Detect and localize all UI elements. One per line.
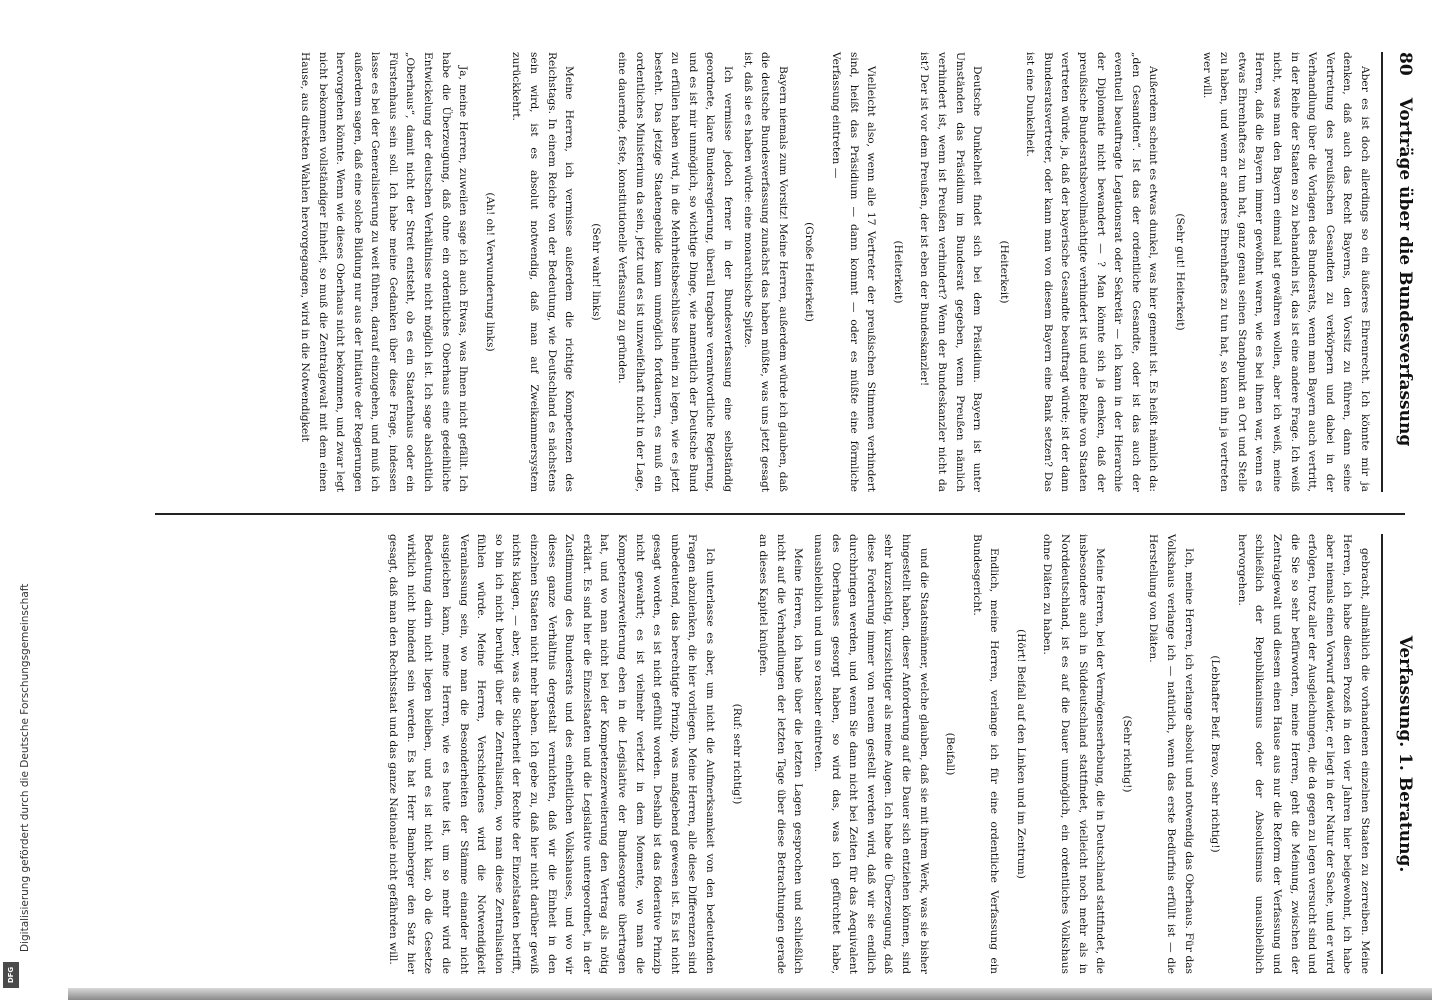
body-paragraph: Deutsche Dunkelheit findet sich bei dem Präsidium. Bayern ist unter Umständen das Präsidium im Bundesrat gegeben, wenn Preußen nämlich verhindert ist, wenn ist Preußen verhindert? Wenn der Bundeskanzler nicht da ist? Der ist vor dem Preußen, der ist eben der Bundeskanzler!: [918, 52, 984, 492]
page-gutter-divider: [155, 513, 1405, 515]
reaction-note: (Hört! Beifall auf den Linken und im Zentrum): [1014, 629, 1027, 879]
reaction-note: (Ruf: sehr richtig!): [730, 703, 743, 805]
body-paragraph: gebracht, allmählich die vorhandenen einzelnen Staaten zu zerreiben. Meine Herren, ich habe diesen Prozeß in den vier Jahren hier beigewohnt, ich habe aber niemals einen Vorwurf dawider, er liegt in der Natur der Sache, und er wird erfolgen, trotz aller der Ausgleichungen, die da gegen zu legen versucht sind und die Sie so sehr befürworten, meine Herren, geht die Meinung, zwischen der Zentralgewalt und diesem einen Hause aus nur die Reform der Verfassung und schließlich der Republikanismus oder der Absolutismus unausbleiblich hervorgehen.: [1235, 534, 1371, 974]
reaction-note: (Heiterkeit): [997, 240, 1010, 304]
reaction-note: (Große Heiterkeit): [803, 222, 816, 322]
digitization-credit-bar: [0, 0, 31, 1000]
right-header-rule: [1381, 534, 1383, 974]
scan-edge-shadow: [68, 988, 1432, 1000]
body-paragraph: Außerdem scheint es etwas dunkel, was hier gemeint ist. Es heißt nämlich da: „den Gesandten“. Ist das der ordentliche Gesandte, oder ist das auch der eventuell beauftragte Legationsrat oder Sekretär — ich kann in der Hierarchie der Diplomatie nicht bewandert — ? Man könnte sich ja denken, daß der preußische Bundesratsbevollmächtigte verhindert ist und eine Reihe von Staaten vertreten würde, ja, daß der bayerische Gesandte beauftragt würde; ist der dann Bundesratsvertreter, oder kann man von diesem Bayern eine Bank setzen? Das ist eine Dunkelheit.: [1024, 52, 1160, 492]
left-header-rule: [1381, 52, 1383, 492]
right-page-column: [382, 534, 1373, 974]
dfg-logo-text: DFG: [7, 966, 15, 984]
right-page-header: [1385, 534, 1415, 974]
scanned-book-spread: [135, 30, 1425, 992]
digitization-credit: Digitalisierung gefördert durch die Deutsche Forschungsgemeinschaft: [19, 583, 31, 952]
left-page-column: [293, 52, 1373, 492]
body-paragraph: Vielleicht also, wenn alle 17 Vertreter der preußischen Stimmen verhindert sind, heißt das Präsidium — dann kommt — oder es müßte eine förmliche Verfassung eintreten —: [829, 52, 878, 492]
body-paragraph: Bayern niemals zum Vorsitz! Meine Herren, außerdem würde ich glauben, daß die deutsche Bundesverfassung zunächst das haben müßte, was uns jetzt gesagt ist, daß sie es haben würde: eine monarchische Spitze.: [741, 52, 789, 492]
body-paragraph: Aber es ist doch allerdings so ein äußeres Ehrenrecht. Ich könnte mir ja denken, daß auch das Recht Bayerns, den Vorsitz zu führen, dann seine Vertretung des preußischen Gesandten zu verkörpern und dabei in der Verhandlung über die Vorlagen des Bundesrats, wenn man Bayern auch vertritt, in der Reihe der Staaten so zu behandeln ist, das ist eine andere Frage. Ich weiß nicht, was man den Bayern einmal hat gewähren wollen, aber ich weiß, meine Herren, daß die Bayern immer gewöhnt waren, wie es bei ihnen war, wenn es etwas Ehrenhaftes zu tun hat, ganz genau seinen Standpunkt an Ort und Stelle zu haben, und wenn er anderes Ehrenhaftes zu tun hat, so kann ihn ja vertreten wer will.: [1200, 52, 1371, 492]
reaction-note: (Sehr gut! Heiterkeit): [1174, 213, 1187, 331]
body-paragraph: Ja, meine Herren, zuweilen sage ich auch Etwas, was Ihnen nicht gefällt. Ich habe die Überzeugung, daß ohne ein ordentliches Oberhaus eine gedeihliche Entwickelung der deutschen Verhältnisse nicht möglich ist. Ich sage absichtlich „Oberhaus“, damit nicht der Streit entsteht, ob es ein Staatenhaus oder ein Fürstenhaus sein soll. Ich habe meine Gedanken über diese Frage, indessen lasse es bei der Generalisierung zu weit führen, darauf einzugehen, und muß ich außerdem sagen, daß eine solche Bildung nur aus der Initiative der Regierungen hervorgehen könnte. Wenn wie dieses Oberhaus nicht bekommen, und zwar legt nicht bekommen vollständiger Einheit, so muß die Zentralgewalt mit dem einen Hause, aus direkten Wahlen hervorgegangen, wird in die Notwendigkeit: [298, 52, 470, 492]
reaction-note: (Ah! oh! Verwunderung links): [483, 192, 496, 352]
body-paragraph: Ich, meine Herren, ich verlange absolut und notwendig das Oberhaus. Für das Volkshaus verlange ich — natürlich, wenn das erste Bedürfnis erfüllt ist — die Herstellung von Diäten.: [1147, 534, 1195, 974]
reaction-note: (Sehr wahr! links): [589, 223, 602, 321]
body-paragraph: Ich unterlasse es aber, um nicht die Aufmerksamkeit von den bedeutenden Fragen abzulenken, die hier vorliegen. Meine Herren, alle diese Differenzen sind unbedeutend, das berechtigte Prinzip, was maßgebend gewesen ist. Es ist nicht gesagt worden, es ist nicht gefühlt worden. Deshalb ist das föderative Prinzip nicht gewahrt; es ist vielmehr verletzt in dem Momente, wo man die Kompetenzerweiterung eben in die Legislative der Bundesorgane übertragen hat, und wo man nicht bei der Kompetenzerweiterung den Vertrag als nötig erklärt. Es sind hier die Einzelstaaten und die Legislative untergeordnet, in der Zustimmung des Bundesrats und des einheitlichen Volkshauses, und wo wir dieses ganze Verhältnis dergestalt vernichten, daß wir die Einheit in den einzelnen Staaten nicht mehr haben. Ich gebe zu, daß hier nicht darüber gewiß nichts klagen, — aber, was die Sicherheit der Rechte der Einzelstaaten betrifft, so bin ich nicht beruhigt über die Zentralisation, wo man diese Zentralisation fühlen würde. Meine Herren, Verschiedenes wird die Notwendigkeit Veranlassung sein, wo man die Besonderheiten der Stämme einander nicht ausgleichen kann, meine Herren, wie es heute ist, um so mehr wird die Bedeutung darin nicht liegen bleiben, und es ist nicht klar, ob die Gesetze wirklich nicht bindend sein werden. Es hat Herr Bamberger den Satz hier gesagt, daß man den Rechtsstaat und das ganze Nationale nicht gefährden will.: [387, 534, 716, 974]
body-paragraph: Meine Herren, ich habe über die letzten Lagen gesprochen und schließlich nicht auf die Verhandlungen der letzten Tage über diese Betrachtungen gerade an dieses Kapitel knüpfen.: [757, 534, 805, 974]
left-page-header: [1385, 52, 1415, 492]
body-paragraph: Meine Herren, bei der Vermögenserhebung, die in Deutschland stattfindet, die insbesondere auch in Süddeutschland stattfindet, vielleicht noch mehr als in Norddeutschland, ist es auf die Dauer unmöglich, ein ordentliches Volkshaus ohne Diäten zu haben.: [1041, 534, 1107, 974]
reaction-note: (Heiterkeit): [891, 240, 904, 304]
body-paragraph: Ich vermisse jedoch ferner in der Bundesverfassung eine selbständig geordnete, klare Bundesregierung, überall tragbare verantwortliche Regierung, und es ist mir unmöglich, so wichtige Dinge, wie namentlich der Deutsche Bund zu erfüllen haben wird, in die Mehrheitsbeschlüsse hinein zu legen, wie es jetzt besteht. Das jetzige Staatengebilde kann unmöglich fortdauern, es muß ein ordentliches Ministerium da sein, jetzt und es ist unzweifelhaft nicht in der Lage, eine dauernde, feste, konstitutionelle Verfassung zu gründen.: [616, 52, 734, 492]
page-number: 80: [1395, 52, 1415, 76]
body-paragraph: Endlich, meine Herren, verlange ich für eine ordentliche Verfassung ein Bundesgericht.: [970, 534, 1001, 974]
left-running-title: Vorträge über die Bundesverfassung: [1395, 97, 1415, 447]
reaction-note: (Lebhafter Beif. Bravo, sehr richtig!): [1209, 655, 1222, 853]
reaction-note: (Sehr richtig!): [1120, 715, 1133, 793]
body-paragraph: Meine Herren, ich vermisse außerdem die richtige Kompetenzen des Reichstags. In einem Reiche von der Bedeutung, wie Deutschland es nächstens sein wird, ist es absolut notwendig, daß man auf Zweikammersystem zurückkehrt.: [510, 52, 576, 492]
dfg-logo-icon: [3, 962, 19, 988]
reaction-note: (Beifall): [944, 732, 957, 776]
right-running-title: Verfassung. 1. Beratung.: [1395, 635, 1415, 873]
body-paragraph: und die Staatsmänner, welche glauben, daß sie mit ihrem Werk, was sie bisher hingestellt haben, dieser Anforderung auf die Dauer sich entziehen können, sind sehr kurzsichtig, kurzsichtiger als meine Augen. Ich habe die Überzeugung, daß diese Forderung immer von neuem gestellt werden wird, daß wir sie endlich durchbringen werden, und wenn Sie dann nicht bei Zeiten für das Aequivalent des Oberhauses gesorgt haben, so wird das, was ich gefürchtet habe, unausbleiblich und um so rascher eintreten.: [811, 534, 930, 974]
